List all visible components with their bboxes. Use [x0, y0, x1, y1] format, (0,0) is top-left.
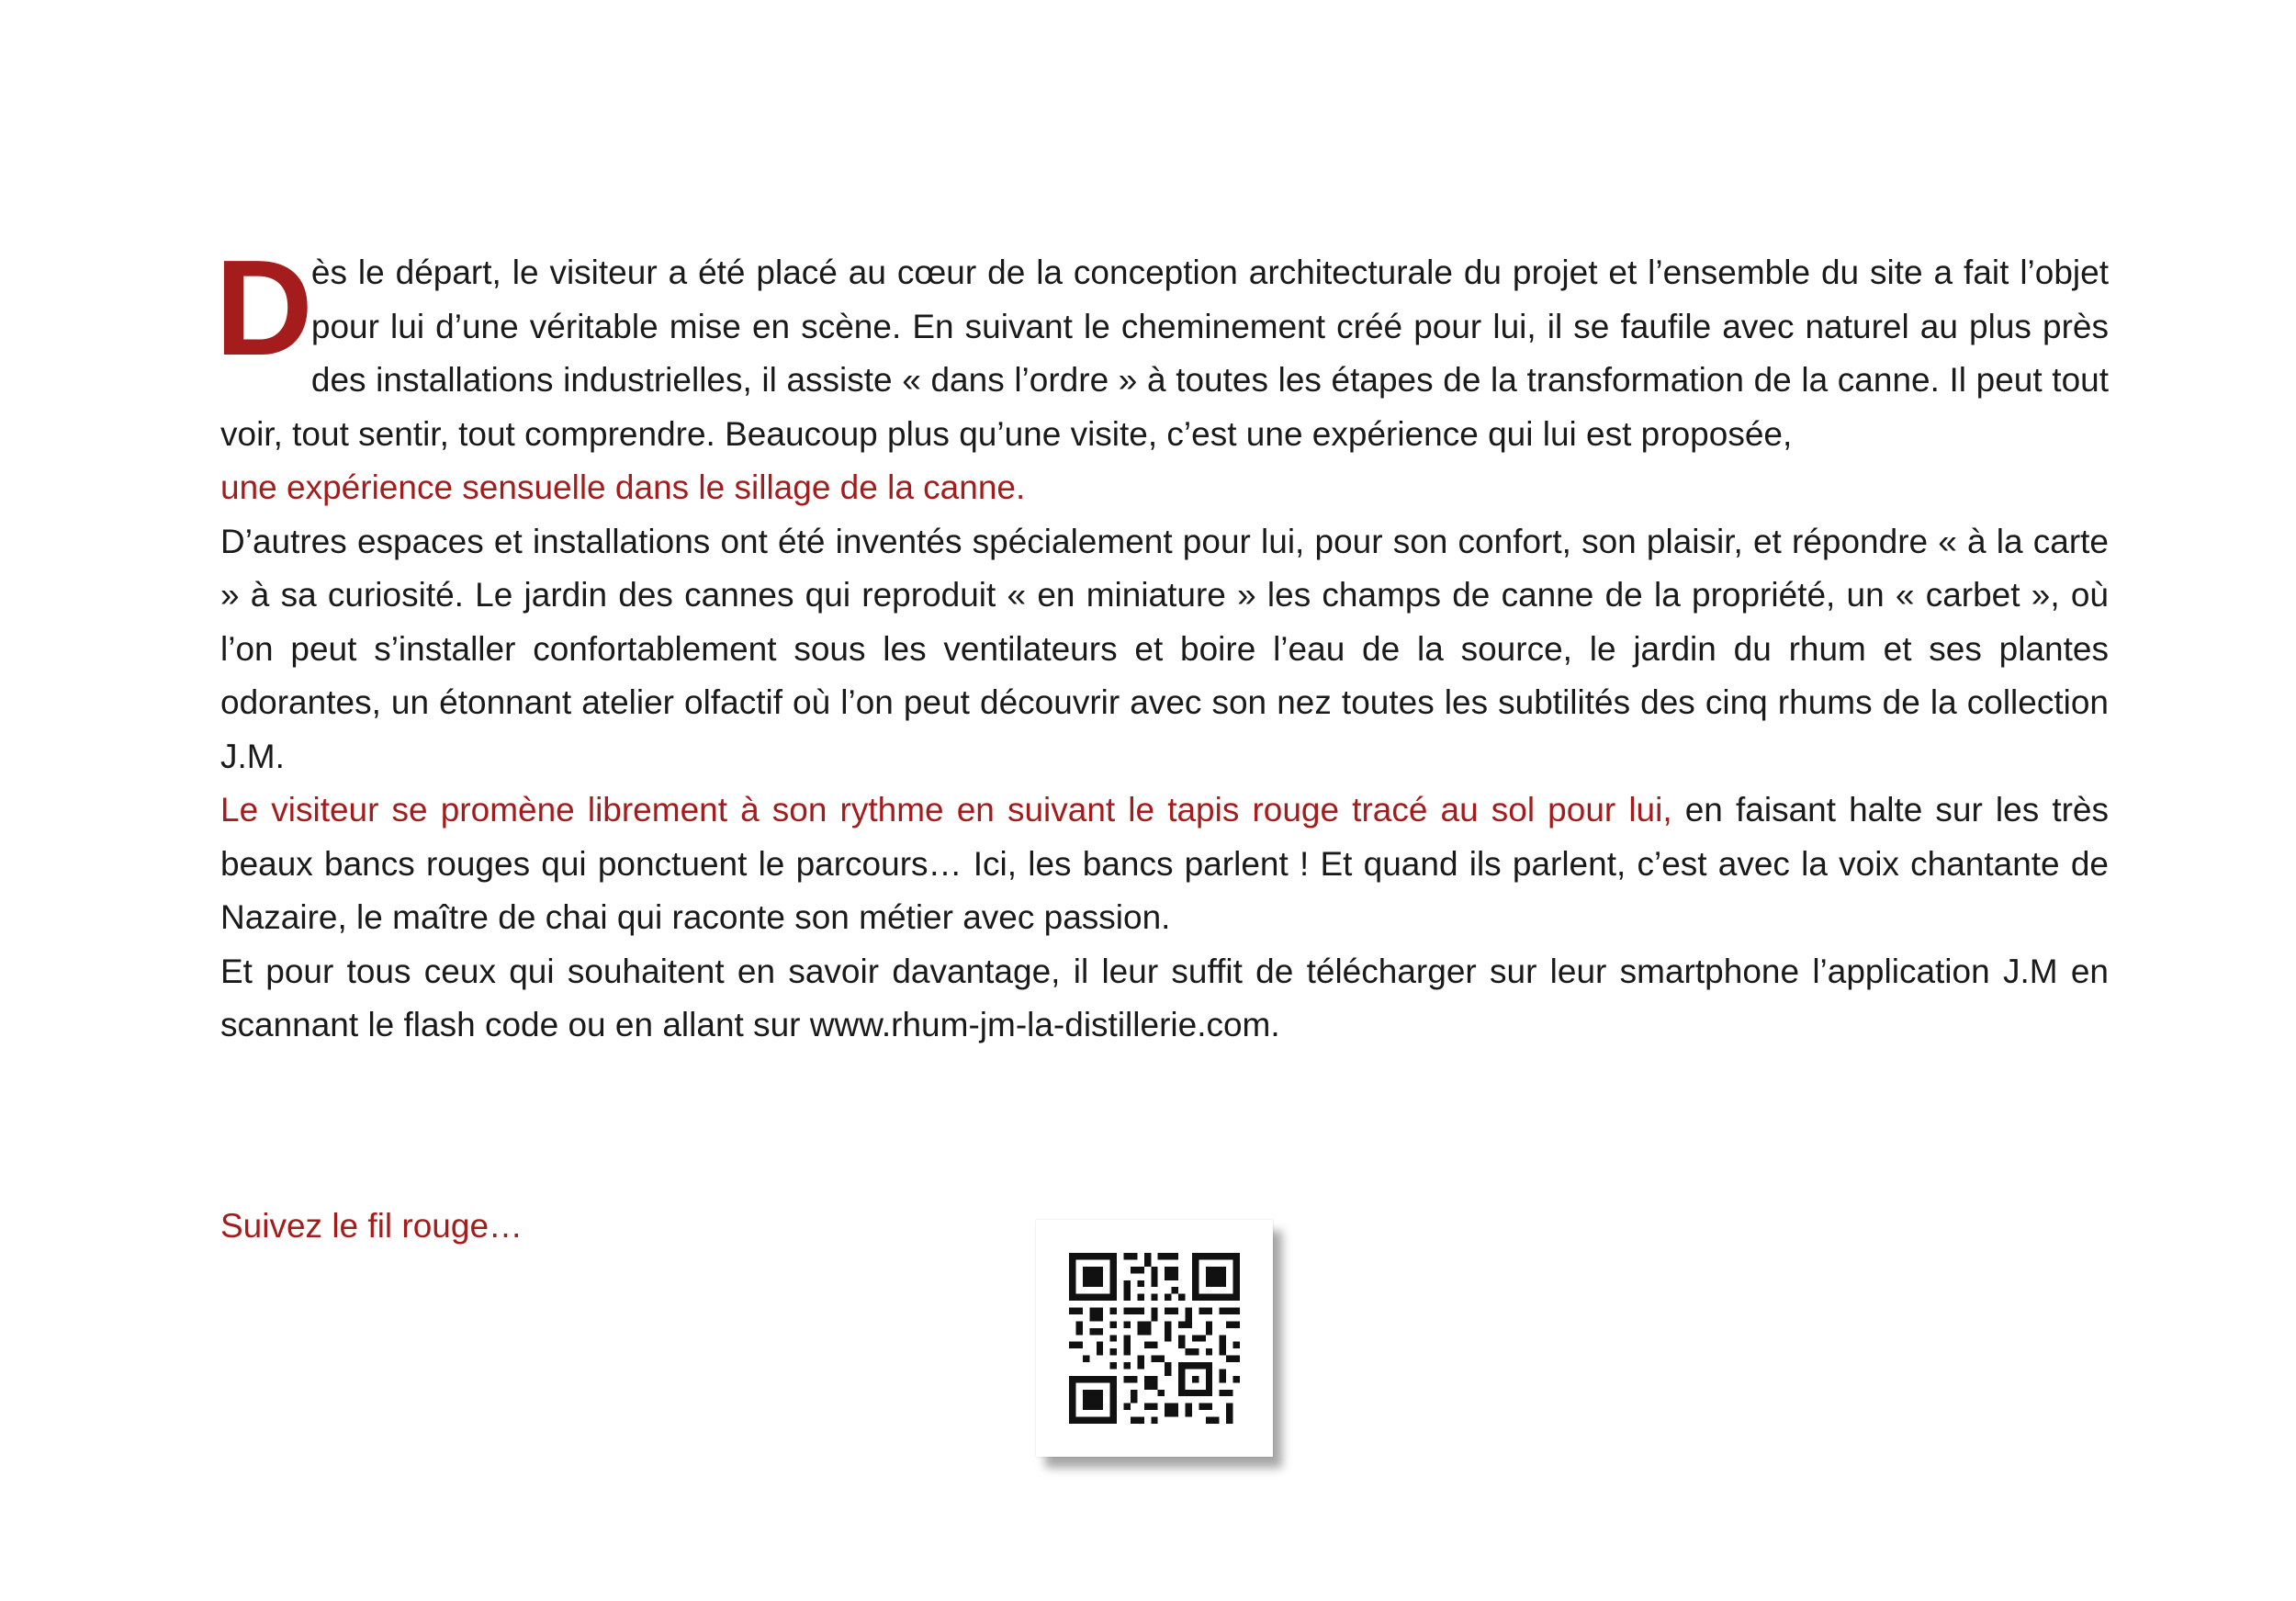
intro-text: ès le départ, le visiteur a été placé au cœur de la conception architecturale du projet et l’ensemble du site a fait l’objet pour lui d’une véritable mise en scène. En suivant le cheminement créé pour lui, il se faufile avec naturel au plus près des installations industrielles, il assiste « dans l’ordre » à toutes les étapes de la transformation de la canne. Il peut tout voir, tout sentir, tout comprendre. Beaucoup plus qu’une visite, c’est une expérience qui lui est proposée,	[220, 254, 2109, 453]
closing-line: Suivez le fil rouge…	[220, 1207, 523, 1245]
visitor-text: en faisant halte sur les très beaux bancs rouges qui ponctuent le parcours… Ici, les bancs parlent ! Et quand ils parlent, c’est avec la voix chantante de Nazaire, le maître de chai qui raconte son métier avec passion.	[220, 791, 2109, 936]
drop-cap: D	[215, 232, 310, 384]
qr-code-icon	[1069, 1253, 1240, 1424]
article-body	[215, 232, 2109, 1053]
paragraph-intro	[215, 232, 2109, 515]
qr-code-card[interactable]	[1036, 1220, 1273, 1457]
paragraph-visitor	[220, 784, 2109, 945]
paragraph-spaces: D’autres espaces et installations ont été inventés spécialement pour lui, pour son confort, son plaisir, et répondre « à la carte » à sa curiosité. Le jardin des cannes qui reproduit « en miniature » les champs de canne de la propriété, un « carbet », où l’on peut s’installer confortablement sous les ventilateurs et boire l’eau de la source, le jardin du rhum et ses plantes odorantes, un étonnant atelier olfactif où l’on peut découvrir avec son nez toutes les subtilités des cinq rhums de la collection J.M.	[220, 522, 2109, 775]
intro-highlight: une expérience sensuelle dans le sillage de la canne.	[220, 468, 1026, 506]
visitor-highlight: Le visiteur se promène librement à son rythme en suivant le tapis rouge tracé au sol pour lui,	[220, 791, 1672, 829]
paragraph-app: Et pour tous ceux qui souhaitent en savoir davantage, il leur suffit de télécharger sur leur smartphone l’application J.M en scannant le flash code ou en allant sur www.rhum-jm-la-distillerie.com.	[220, 952, 2109, 1043]
